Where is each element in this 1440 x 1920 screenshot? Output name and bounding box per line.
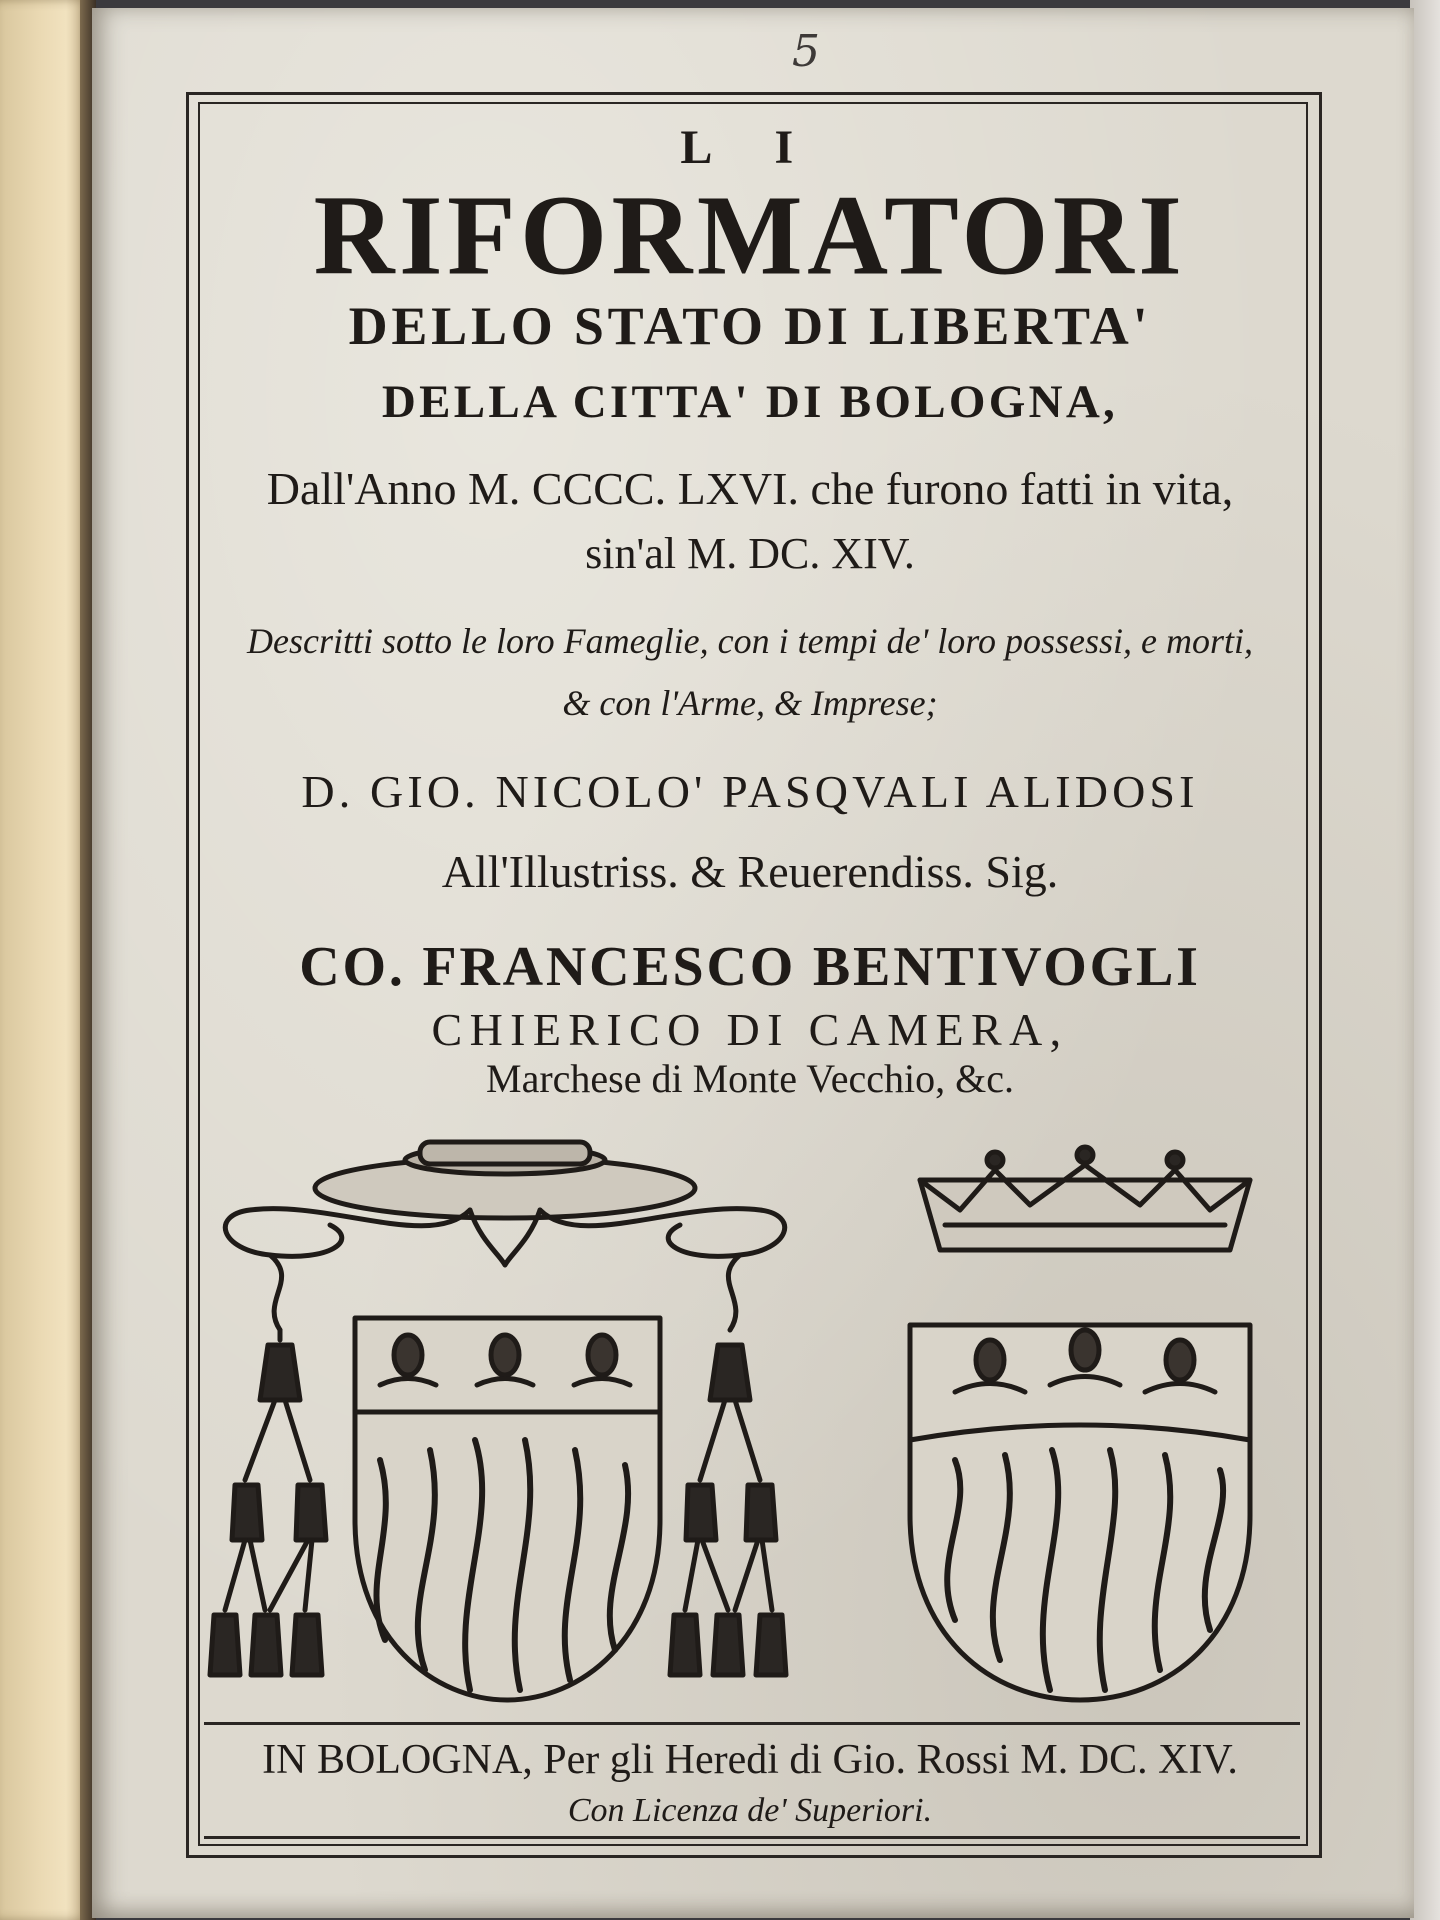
right-shield-icon: [910, 1325, 1250, 1700]
title-dello-stato: DELLO STATO DI LIBERTA': [348, 296, 1152, 356]
license-line: Con Licenza de' Superiori.: [567, 1792, 933, 1829]
left-shield-icon: [355, 1318, 660, 1700]
dedication-line-4: Marchese di Monte Vecchio, &c.: [486, 1056, 1014, 1101]
title-riformatori: RIFORMATORI: [313, 172, 1187, 300]
title-della-citta: DELLA CITTA' DI BOLOGNA,: [381, 376, 1119, 428]
handwritten-mark: 5: [792, 26, 820, 77]
left-tassels-icon: [210, 1330, 326, 1675]
cardinal-hat-icon: [225, 1142, 784, 1330]
dedication-line-1: All'Illustriss. & Reuerendiss. Sig.: [441, 846, 1059, 897]
description-line-2: & con l'Arme, & Imprese;: [562, 683, 938, 723]
title-li: L I: [680, 121, 820, 174]
dedication-line-3: CHIERICO DI CAMERA,: [431, 1004, 1069, 1055]
title-dall-anno: Dall'Anno M. CCCC. LXVI. che furono fatti in vita,: [266, 463, 1234, 514]
imprint-line: IN BOLOGNA, Per gli Heredi di Gio. Rossi M. DC. XIV.: [262, 1737, 1238, 1783]
description-line-1: Descritti sotto le loro Fameglie, con i tempi de' loro possessi, e morti,: [247, 621, 1253, 661]
crown-icon: [920, 1147, 1250, 1250]
right-tassels-icon: [670, 1345, 786, 1675]
title-sin-al: sin'al M. DC. XIV.: [585, 529, 915, 578]
acorn-branches-icon: [380, 1335, 630, 1385]
dedication-line-2: CO. FRANCESCO BENTIVOGLI: [299, 936, 1201, 998]
author-name: D. GIO. NICOLO' PASQVALI ALIDOSI: [301, 766, 1199, 817]
